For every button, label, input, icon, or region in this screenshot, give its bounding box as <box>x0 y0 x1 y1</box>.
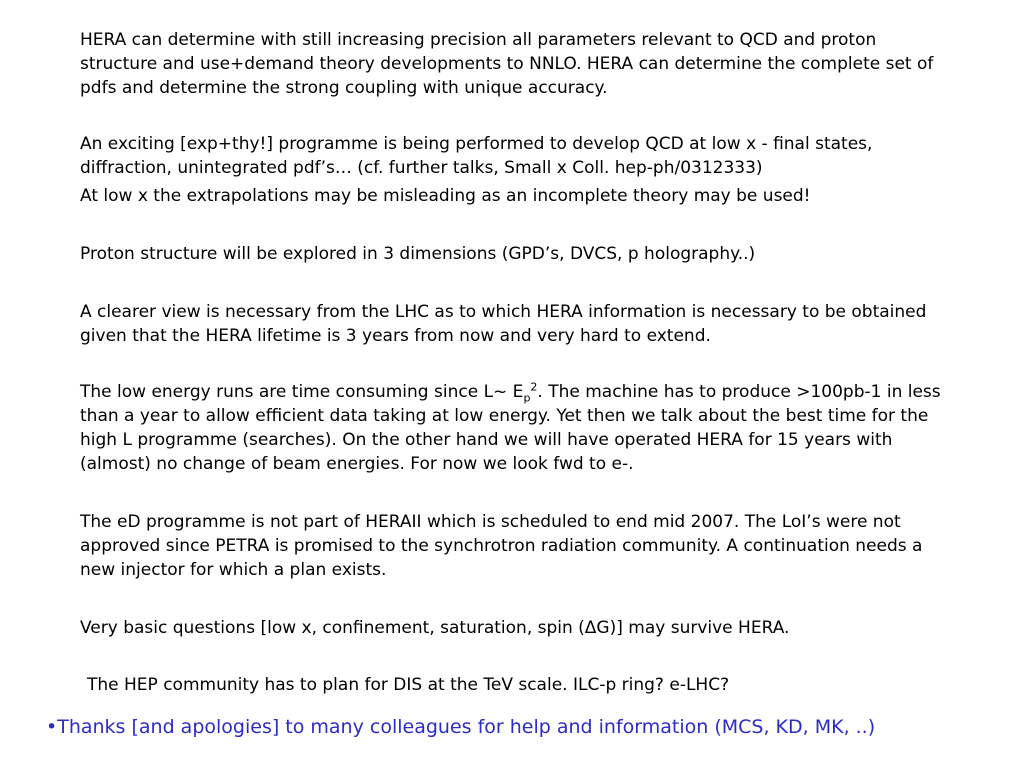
paragraph-ed-programme: The eD programme is not part of HERAII which is scheduled to end mid 2007. The LoI’s were not approved since PETRA is promised to the synchrotron radiation community. A continuation needs a new injector for which a plan exists. <box>80 512 923 580</box>
paragraph-proton-structure: Proton structure will be explored in 3 dimensions (GPD’s, DVCS, p holography..) <box>80 244 756 264</box>
paragraph-hera-precision: HERA can determine with still increasing precision all parameters relevant to QCD and proton structure and use+demand theory developments to NNLO. HERA can determine the complete set of pdfs and determine the strong coupling with unique accuracy. <box>80 30 934 98</box>
paragraph-low-x-programme: An exciting [exp+thy!] programme is being performed to develop QCD at low x - final states, diffraction, unintegrated pdf’s… (cf. further talks, Small x Coll. hep-ph/0312333) <box>80 134 873 178</box>
thanks-line: •Thanks [and apologies] to many colleagues for help and information (MCS, KD, MK, ..) <box>46 716 876 738</box>
low-energy-text-before: The low energy runs are time consuming since L~ E <box>80 382 524 402</box>
paragraph-hep-community: The HEP community has to plan for DIS at the TeV scale. ILC-p ring? e-LHC? <box>87 675 730 695</box>
low-energy-subscript: p <box>523 391 531 405</box>
paragraph-low-energy-runs <box>80 380 950 476</box>
paragraph-lhc-view: A clearer view is necessary from the LHC as to which HERA information is necessary to be obtained given that the HERA lifetime is 3 years from now and very hard to extend. <box>80 302 927 346</box>
low-energy-superscript: 2 <box>530 380 538 394</box>
low-energy-text-after: . The machine has to produce >100pb-1 in less than a year to allow efficient data taking at low energy. Yet then we talk about the best time for the high L programme (searches). On the other hand we will have operated HERA for 15 years with (almost) no change of beam energies. For now we look fwd to e-. <box>80 382 941 474</box>
paragraph-basic-questions: Very basic questions [low x, confinement, saturation, spin (ΔG)] may survive HERA. <box>80 618 790 638</box>
paragraph-low-x-extrapolations: At low x the extrapolations may be misleading as an incomplete theory may be used! <box>80 186 811 206</box>
